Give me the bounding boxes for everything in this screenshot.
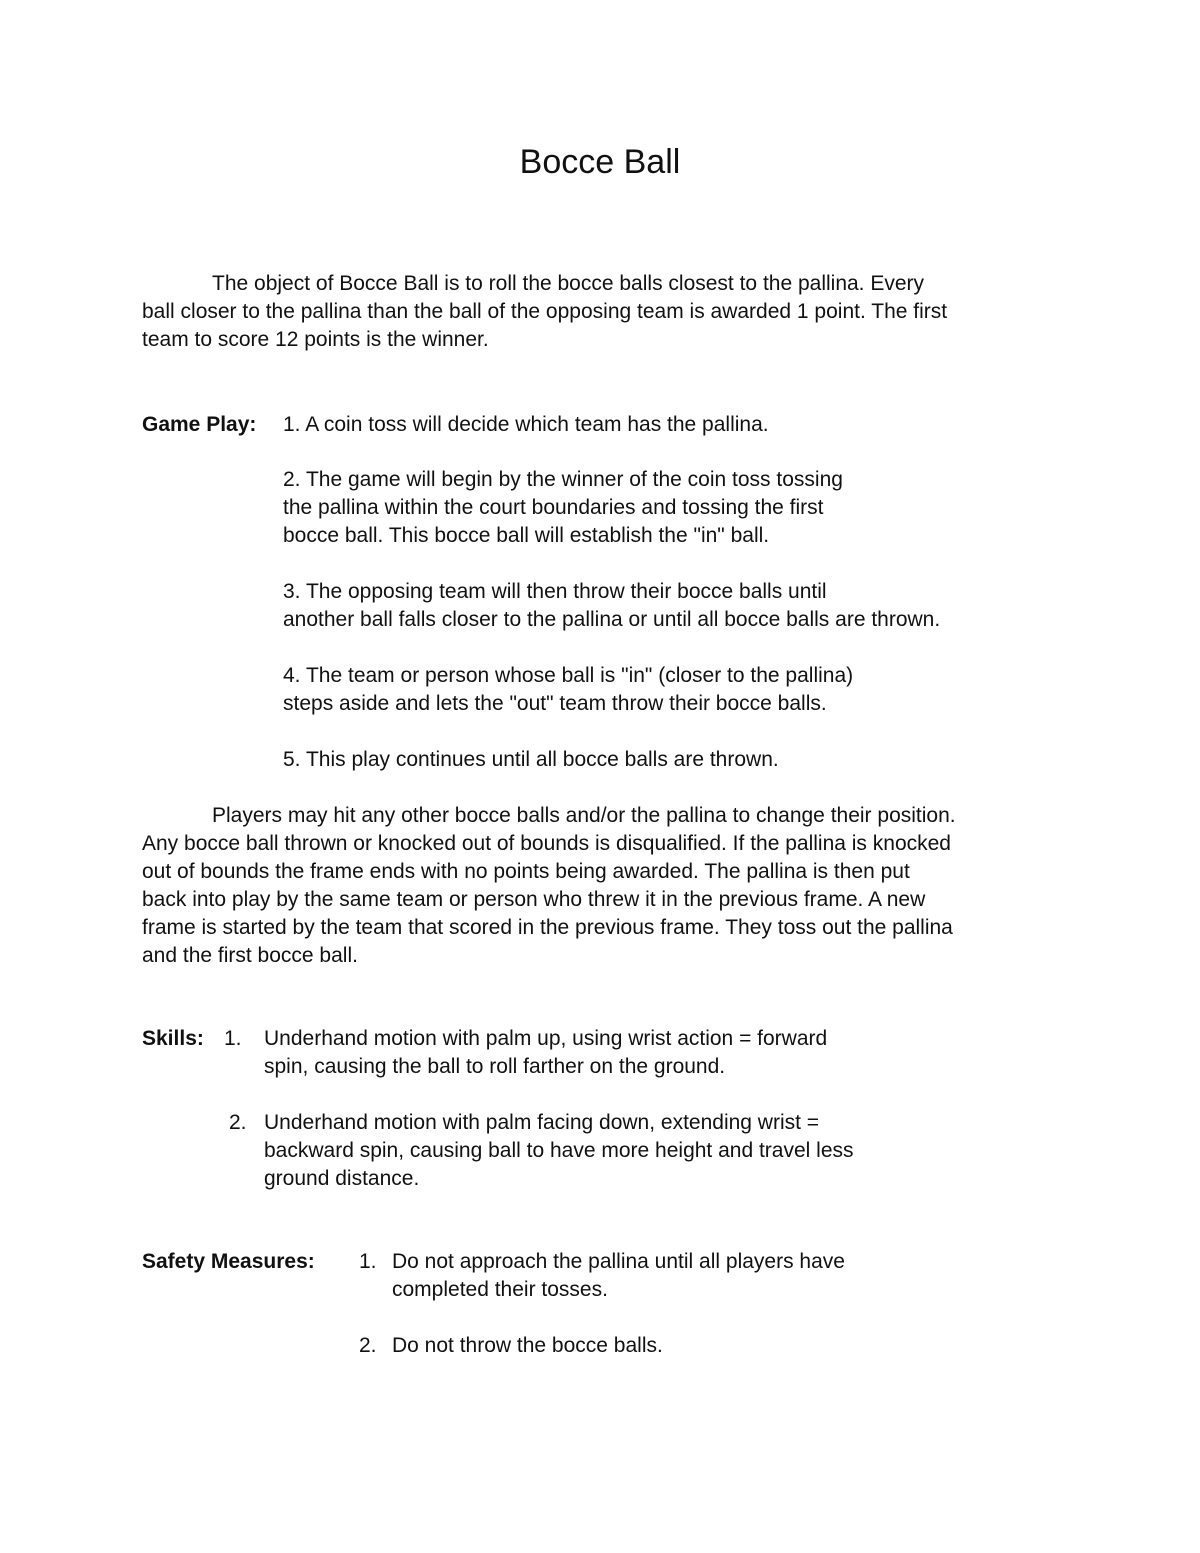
players-line: and the first bocce ball.: [142, 944, 358, 967]
game-play-item: 5. This play continues until all bocce balls are thrown.: [283, 748, 779, 771]
game-play-label: Game Play:: [142, 413, 257, 436]
game-play-item: 1. A coin toss will decide which team has the pallina.: [283, 413, 769, 436]
skills-item: Underhand motion with palm up, using wrist action = forward: [264, 1027, 828, 1050]
players-line: Players may hit any other bocce balls and/or the pallina to change their position.: [212, 804, 956, 827]
game-play-item-continued: the pallina within the court boundaries and tossing the first: [283, 496, 824, 519]
safety-item-continued: completed their tosses.: [392, 1278, 608, 1301]
intro-line: team to score 12 points is the winner.: [142, 328, 489, 351]
intro-line: ball closer to the pallina than the ball of the opposing team is awarded 1 point. The first: [142, 300, 948, 323]
skills-item: Underhand motion with palm facing down, extending wrist =: [264, 1111, 820, 1134]
players-line: back into play by the same team or person who threw it in the previous frame. A new: [142, 888, 926, 911]
game-play-item-continued: bocce ball. This bocce ball will establish the "in" ball.: [283, 524, 770, 547]
game-play-item: 2. The game will begin by the winner of the coin toss tossing: [283, 468, 843, 491]
game-play-item-continued: another ball falls closer to the pallina or until all bocce balls are thrown.: [283, 608, 941, 631]
skills-item-number: 1.: [224, 1027, 242, 1050]
game-play-item: 4. The team or person whose ball is "in" (closer to the pallina): [283, 664, 854, 687]
skills-label: Skills:: [142, 1027, 204, 1050]
skills-item-continued: ground distance.: [264, 1167, 420, 1190]
safety-label: Safety Measures:: [142, 1250, 315, 1273]
safety-item: Do not approach the pallina until all players have: [392, 1250, 845, 1273]
safety-item-number: 1.: [359, 1250, 377, 1273]
intro-line: The object of Bocce Ball is to roll the bocce balls closest to the pallina. Every: [212, 272, 925, 295]
safety-item-number: 2.: [359, 1334, 377, 1357]
skills-item-continued: spin, causing the ball to roll farther on the ground.: [264, 1055, 726, 1078]
game-play-item-continued: steps aside and lets the "out" team throw their bocce balls.: [283, 692, 827, 715]
players-line: out of bounds the frame ends with no points being awarded. The pallina is then put: [142, 860, 910, 883]
players-line: frame is started by the team that scored in the previous frame. They toss out the pallina: [142, 916, 953, 939]
skills-item-continued: backward spin, causing ball to have more height and travel less: [264, 1139, 854, 1162]
game-play-item: 3. The opposing team will then throw their bocce balls until: [283, 580, 827, 603]
skills-item-number: 2.: [229, 1111, 247, 1134]
players-line: Any bocce ball thrown or knocked out of bounds is disqualified. If the pallina is knocked: [142, 832, 951, 855]
page-title: Bocce Ball: [519, 143, 681, 181]
safety-item: Do not throw the bocce balls.: [392, 1334, 663, 1357]
